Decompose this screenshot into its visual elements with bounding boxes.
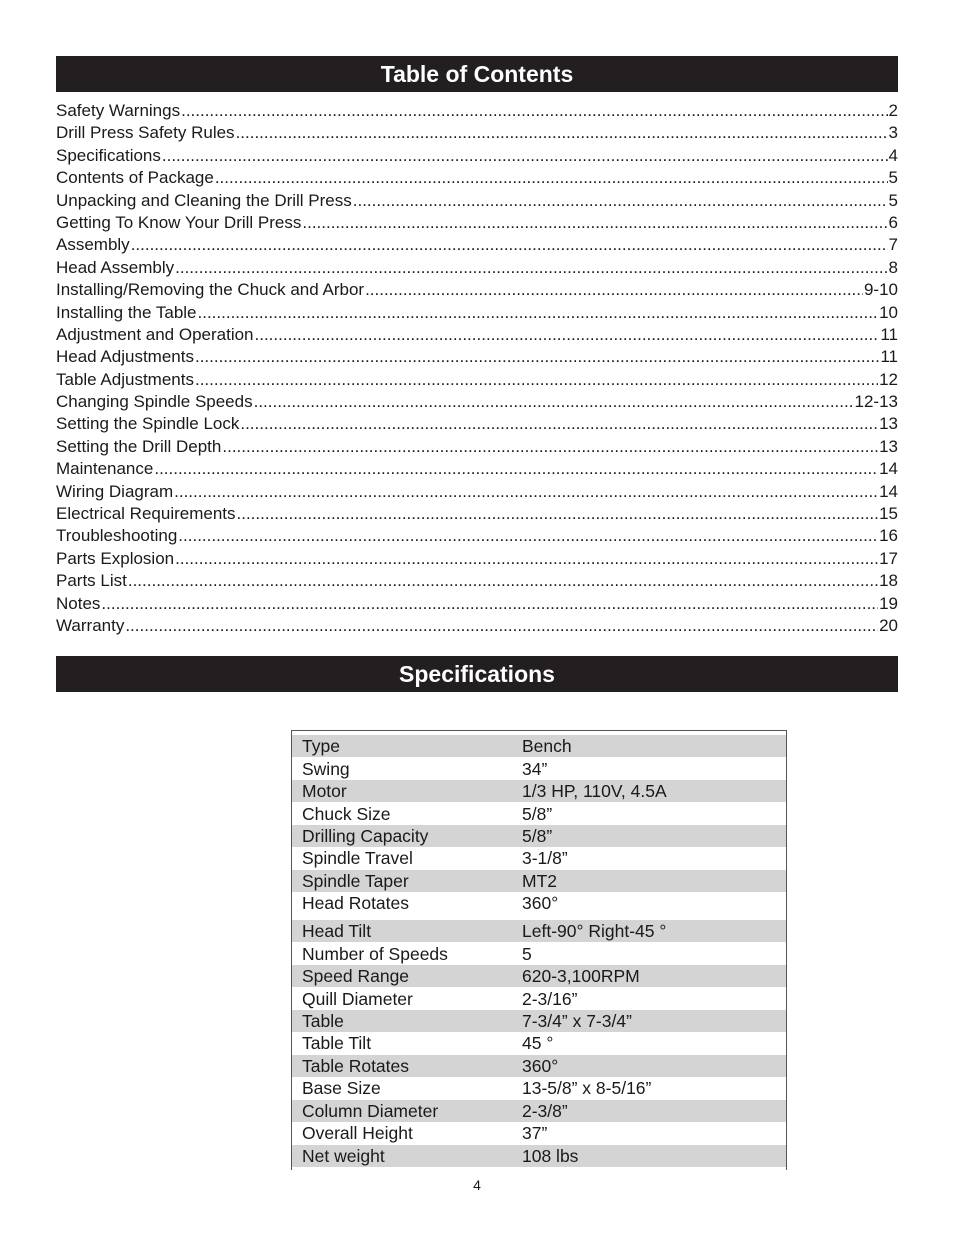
toc-entry (56, 615, 898, 637)
spec-value: 5 (522, 944, 532, 964)
toc-leader-dots (255, 324, 880, 346)
spec-row (292, 758, 786, 780)
toc-entry-page: 19 (879, 593, 898, 613)
spec-label: Quill Diameter (302, 989, 413, 1009)
toc-entry (56, 346, 898, 368)
toc-entry (56, 458, 898, 480)
toc-entry-page: 7 (888, 235, 898, 255)
toc-entry-title: Troubleshooting (56, 526, 178, 546)
spec-label: Drilling Capacity (302, 826, 429, 846)
toc-entry-page: 3 (888, 123, 898, 143)
spec-value: MT2 (522, 871, 557, 891)
toc-entry-page: 20 (879, 615, 898, 635)
toc-entry-page: 15 (879, 504, 898, 524)
spec-label: Spindle Taper (302, 871, 409, 891)
toc-entry-title: Safety Warnings (56, 101, 181, 120)
spec-value: Left-90° Right-45 ° (522, 921, 667, 941)
toc-entry-page: 2 (888, 101, 898, 120)
spec-row (292, 1032, 786, 1054)
spec-value: 620-3,100RPM (522, 966, 640, 986)
toc-entry-title: Wiring Diagram (56, 481, 174, 501)
toc-leader-dots (181, 100, 887, 122)
toc-leader-dots (131, 234, 888, 256)
toc-entry (56, 257, 898, 279)
spec-value: 3-1/8” (522, 848, 568, 868)
toc-entry-title: Assembly (56, 235, 130, 255)
spec-value: 45 ° (522, 1033, 554, 1053)
spec-label: Type (302, 736, 340, 756)
toc-entry (56, 570, 898, 592)
toc-entry-page: 4 (888, 145, 898, 165)
toc-entry-page: 14 (879, 481, 898, 501)
spec-row (292, 1145, 786, 1167)
toc-entry-title: Setting the Drill Depth (56, 436, 222, 456)
toc-entry-title: Head Adjustments (56, 347, 194, 367)
toc-entry-title: Installing/Removing the Chuck and Arbor (56, 280, 365, 300)
spec-row (292, 870, 786, 892)
toc-entry (56, 302, 898, 324)
spec-row (292, 1122, 786, 1144)
toc-entry (56, 122, 898, 144)
toc-entry-title: Drill Press Safety Rules (56, 123, 235, 143)
toc-entry (56, 167, 898, 189)
toc-entry-page: 18 (879, 571, 898, 591)
toc-leader-dots (162, 145, 888, 167)
toc-entry-title: Table Adjustments (56, 369, 194, 389)
spec-value: 5/8” (522, 826, 553, 846)
toc-leader-dots (125, 615, 878, 637)
toc-leader-dots (222, 436, 878, 458)
toc-entry (56, 190, 898, 212)
toc-entry-title: Contents of Package (56, 168, 214, 188)
spec-row (292, 988, 786, 1010)
toc-entry-page: 12-13 (854, 392, 898, 412)
spec-row (292, 735, 786, 757)
toc-leader-dots (302, 212, 887, 234)
toc-entry-title: Parts Explosion (56, 548, 175, 568)
toc-entry-title: Parts List (56, 571, 127, 591)
toc-entry (56, 413, 898, 435)
spec-row (292, 1077, 786, 1099)
spec-row (292, 1055, 786, 1077)
toc-entry (56, 234, 898, 256)
spec-label: Table Rotates (302, 1056, 410, 1076)
specifications-heading: Specifications (56, 656, 898, 692)
toc-entry-title: Warranty (56, 615, 125, 635)
spec-row (292, 965, 786, 987)
toc-leader-dots (195, 346, 879, 368)
spec-value: 360° (522, 893, 559, 913)
toc-leader-dots (240, 413, 878, 435)
spec-value: 108 lbs (522, 1146, 579, 1166)
spec-label: Head Tilt (302, 921, 372, 941)
toc-entry-title: Head Assembly (56, 257, 175, 277)
specifications-table (291, 730, 787, 1170)
spec-row (292, 1100, 786, 1122)
toc-entry-title: Setting the Spindle Lock (56, 414, 240, 434)
toc-entry (56, 145, 898, 167)
toc-leader-dots (254, 391, 854, 413)
spec-label: Motor (302, 781, 347, 801)
spec-value: 2-3/16” (522, 989, 578, 1009)
toc-entry (56, 279, 898, 301)
toc-leader-dots (195, 369, 878, 391)
toc-entry-title: Adjustment and Operation (56, 324, 254, 344)
toc-entry-title: Specifications (56, 145, 161, 165)
toc-entry-page: 12 (879, 369, 898, 389)
spec-label: Number of Speeds (302, 944, 448, 964)
spec-label: Spindle Travel (302, 848, 413, 868)
toc-entry-title: Unpacking and Cleaning the Drill Press (56, 190, 352, 210)
spec-label: Base Size (302, 1078, 381, 1098)
spec-label: Net weight (302, 1146, 385, 1166)
toc-entry (56, 548, 898, 570)
toc-entry-page: 5 (888, 190, 898, 210)
toc-leader-dots (175, 257, 887, 279)
spec-label: Table (302, 1011, 344, 1031)
spec-value: 37” (522, 1123, 548, 1143)
toc-leader-dots (174, 481, 878, 503)
toc-entry-page: 17 (879, 548, 898, 568)
spec-value: 7-3/4” x 7-3/4” (522, 1011, 632, 1031)
toc-leader-dots (128, 570, 878, 592)
spec-value: 5/8” (522, 804, 553, 824)
toc-leader-dots (178, 525, 878, 547)
toc-leader-dots (215, 167, 888, 189)
toc-entry-page: 10 (879, 302, 898, 322)
toc-leader-dots (365, 279, 863, 301)
spec-label: Table Tilt (302, 1033, 372, 1053)
page-number: 4 (473, 1177, 481, 1193)
toc-entry-page: 13 (879, 436, 898, 456)
toc-entry (56, 212, 898, 234)
spec-label: Head Rotates (302, 893, 410, 913)
toc-leader-dots (154, 458, 878, 480)
spec-label: Column Diameter (302, 1101, 439, 1121)
toc-entry-page: 9-10 (863, 280, 898, 300)
spec-row (292, 943, 786, 965)
spec-value: 34” (522, 759, 548, 779)
spec-value: 13-5/8” x 8-5/16” (522, 1078, 652, 1098)
spec-row (292, 847, 786, 869)
toc-leader-dots (175, 548, 878, 570)
spec-row (292, 803, 786, 825)
toc-entry (56, 324, 898, 346)
toc-entry-title: Electrical Requirements (56, 504, 236, 524)
toc-entry (56, 481, 898, 503)
toc-entry-page: 6 (888, 212, 898, 232)
spec-value: 2-3/8” (522, 1101, 568, 1121)
toc-entry (56, 593, 898, 615)
toc-leader-dots (101, 593, 878, 615)
toc-entry-page: 5 (888, 168, 898, 188)
spec-row (292, 892, 786, 914)
toc-leader-dots (236, 122, 888, 144)
spec-label: Swing (302, 759, 350, 779)
toc-leader-dots (353, 190, 888, 212)
toc-entry (56, 525, 898, 547)
spec-row (292, 920, 786, 942)
toc-entry-title: Maintenance (56, 459, 154, 479)
toc-entry (56, 100, 898, 122)
toc-entry (56, 369, 898, 391)
spec-value: 1/3 HP, 110V, 4.5A (522, 781, 667, 801)
spec-label: Overall Height (302, 1123, 413, 1143)
toc-entry-page: 16 (879, 526, 898, 546)
toc-entry-title: Changing Spindle Speeds (56, 392, 253, 412)
spec-label: Chuck Size (302, 804, 391, 824)
toc-list (56, 100, 898, 637)
spec-value: 360° (522, 1056, 559, 1076)
toc-entry-title: Notes (56, 593, 101, 613)
toc-entry (56, 503, 898, 525)
toc-entry (56, 436, 898, 458)
toc-entry-page: 11 (880, 347, 898, 367)
toc-heading: Table of Contents (56, 56, 898, 92)
spec-label: Speed Range (302, 966, 410, 986)
toc-leader-dots (237, 503, 879, 525)
toc-entry-page: 14 (879, 459, 898, 479)
toc-entry-title: Installing the Table (56, 302, 197, 322)
toc-entry-page: 13 (879, 414, 898, 434)
toc-entry (56, 391, 898, 413)
spec-row (292, 825, 786, 847)
spec-row (292, 1010, 786, 1032)
spec-row (292, 780, 786, 802)
toc-entry-page: 11 (880, 324, 898, 344)
toc-leader-dots (198, 302, 879, 324)
spec-value: Bench (522, 736, 572, 756)
toc-entry-page: 8 (888, 257, 898, 277)
toc-entry-title: Getting To Know Your Drill Press (56, 212, 302, 232)
